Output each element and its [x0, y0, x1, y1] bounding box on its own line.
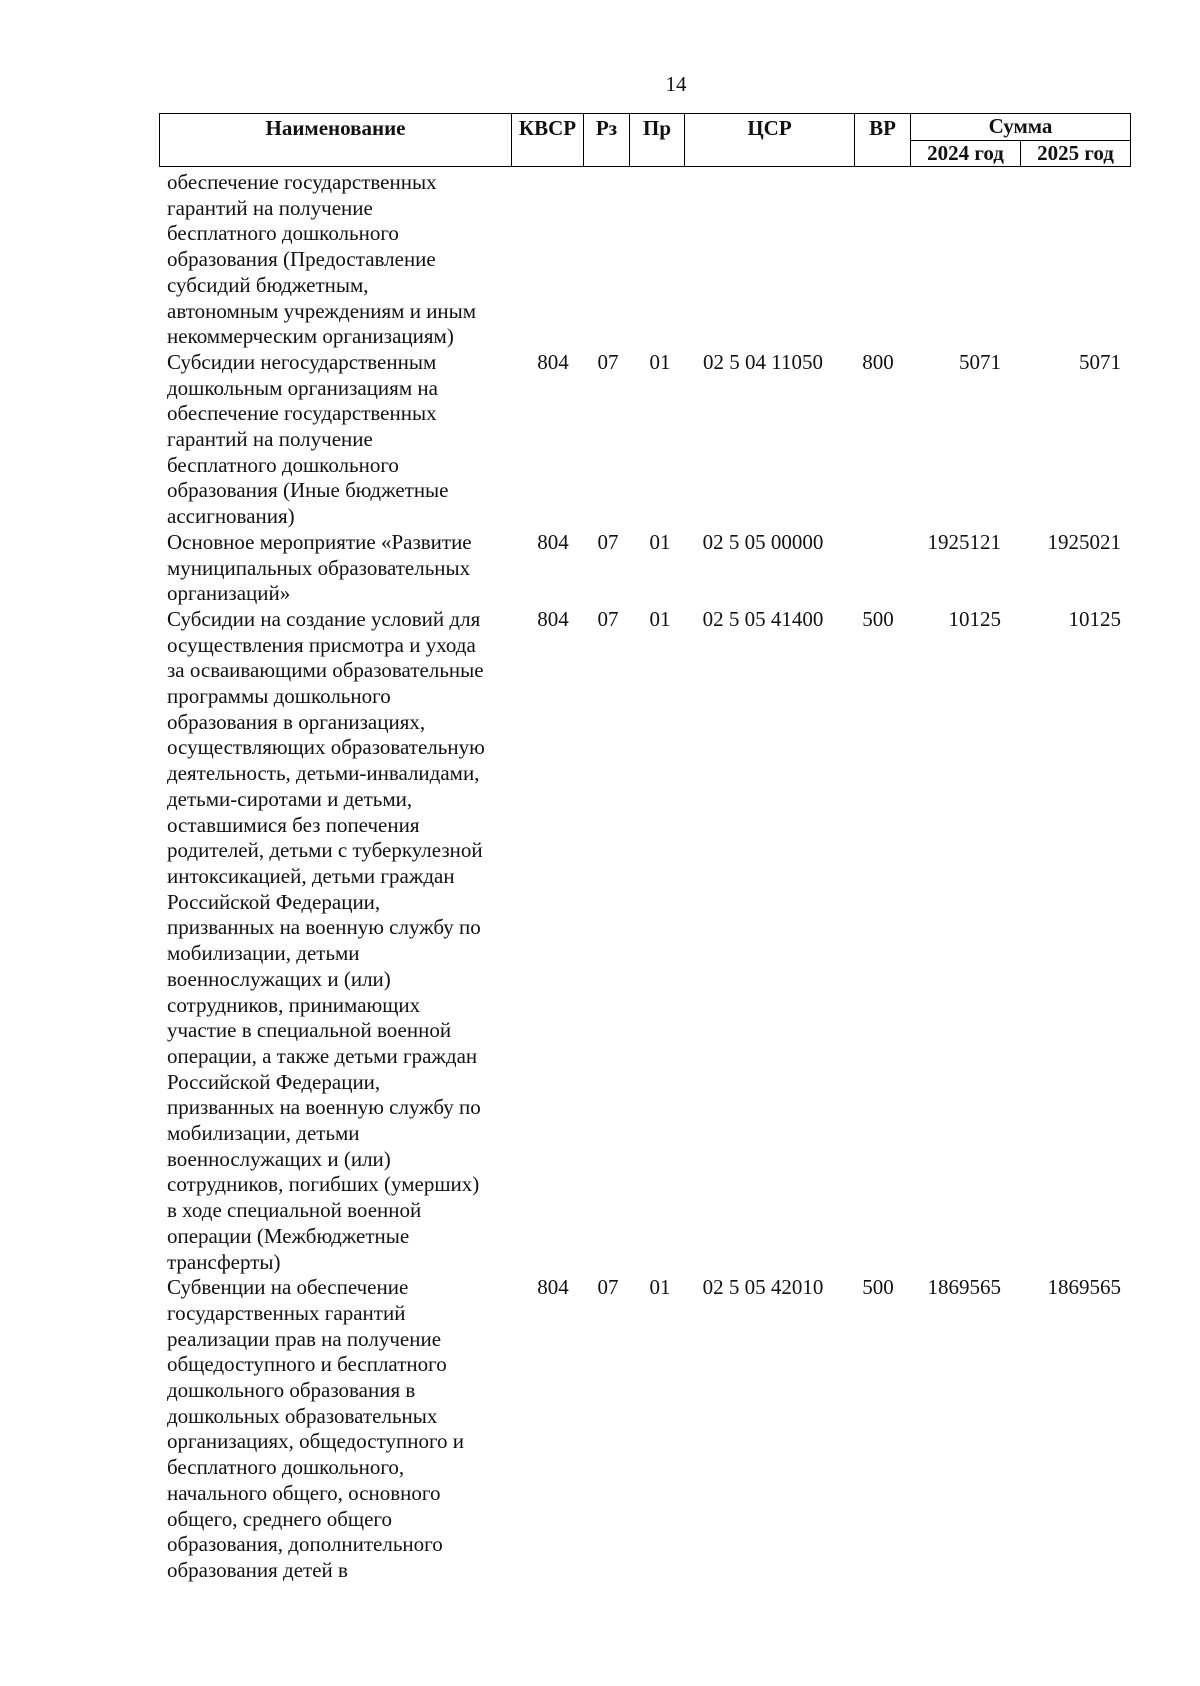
row-vr: 800 — [862, 349, 894, 374]
header-year-2024: 2024 год — [911, 140, 1021, 167]
row-vr: 500 — [862, 606, 894, 631]
header-vr: ВР — [855, 114, 911, 167]
header-pr: Пр — [630, 114, 685, 167]
table-row — [167, 530, 1127, 607]
row-sum-2025: 10125 — [1068, 606, 1121, 631]
row-csr: 02 5 05 42010 — [702, 1275, 824, 1300]
row-name: Основное мероприятие «Развитие муниципальных образовательных организаций» — [167, 529, 472, 606]
row-vr: 500 — [862, 1275, 894, 1300]
row-name: Субсидии на создание условий для осуществления присмотра и ухода за осваивающими образовательные программы дошкольного образования в организациях, осуществляющих образовательную деятельность, детьми-инвалидами, детьми-сиротами и детьми, оставшимися без попечения родителей, детьми с туберкулезной интоксикацией, детьми граждан Российской Федерации, призванных на военную службу по мобилизации, детьми военнослужащих и (или) сотрудников, принимающих участие в специальной военной операции, а также детьми граждан Российской Федерации, призванных на военную службу по мобилизации, детьми военнослужащих и (или) сотрудников, погибших (умерших) в ходе специальной военной операции (Межбюджетные трансферты) — [167, 606, 485, 1274]
row-csr: 02 5 04 11050 — [703, 349, 823, 374]
table-row — [167, 607, 1127, 1275]
header-sum: Сумма — [911, 114, 1131, 141]
row-rz: 07 — [597, 606, 619, 631]
header-rz: Рз — [584, 114, 630, 167]
header-name: Наименование — [160, 114, 512, 167]
row-kvsr: 804 — [537, 606, 569, 631]
row-sum-2024: 1925121 — [927, 529, 1001, 554]
table-header — [159, 113, 1131, 167]
table-body — [167, 170, 1127, 1584]
row-rz: 07 — [597, 1275, 619, 1300]
row-sum-2025: 5071 — [1079, 349, 1121, 374]
row-rz: 07 — [597, 529, 619, 554]
row-sum-2024: 1869565 — [927, 1275, 1001, 1300]
row-kvsr: 804 — [537, 349, 569, 374]
header-kvsr: КВСР — [512, 114, 584, 167]
row-pr: 01 — [649, 606, 671, 631]
row-kvsr: 804 — [537, 1275, 569, 1300]
row-sum-2024: 5071 — [959, 349, 1001, 374]
row-pr: 01 — [649, 1275, 671, 1300]
row-name: Субвенции на обеспечение государственных гарантий реализации прав на получение общедоступного и бесплатного дошкольного образования в дошкольных образовательных организациях, общедоступного и бесплатного дошкольного, начального общего, основного общего, среднего общего образования, дополнительного образования детей в — [167, 1275, 465, 1582]
table-row — [167, 170, 1127, 350]
header-year-2025: 2025 год — [1021, 140, 1131, 167]
row-csr: 02 5 05 41400 — [702, 606, 824, 631]
row-pr: 01 — [649, 349, 671, 374]
row-sum-2025: 1925021 — [1047, 529, 1121, 554]
table-row — [167, 1275, 1127, 1583]
table-row — [167, 350, 1127, 530]
row-name: Субсидии негосударственным дошкольным организациям на обеспечение государственных гарантий на получение бесплатного дошкольного образования (Иные бюджетные ассигнования) — [167, 349, 449, 529]
row-sum-2024: 10125 — [948, 606, 1001, 631]
row-csr: 02 5 05 00000 — [702, 529, 824, 554]
row-sum-2025: 1869565 — [1047, 1275, 1121, 1300]
row-name: обеспечение государственных гарантий на получение бесплатного дошкольного образования (Предоставление субсидий бюджетным, автономным учреждениям и иным некоммерческим организациям) — [167, 170, 477, 349]
header-csr: ЦСР — [685, 114, 855, 167]
row-kvsr: 804 — [537, 529, 569, 554]
row-rz: 07 — [597, 349, 619, 374]
page-number: 14 — [665, 72, 687, 96]
row-pr: 01 — [649, 529, 671, 554]
